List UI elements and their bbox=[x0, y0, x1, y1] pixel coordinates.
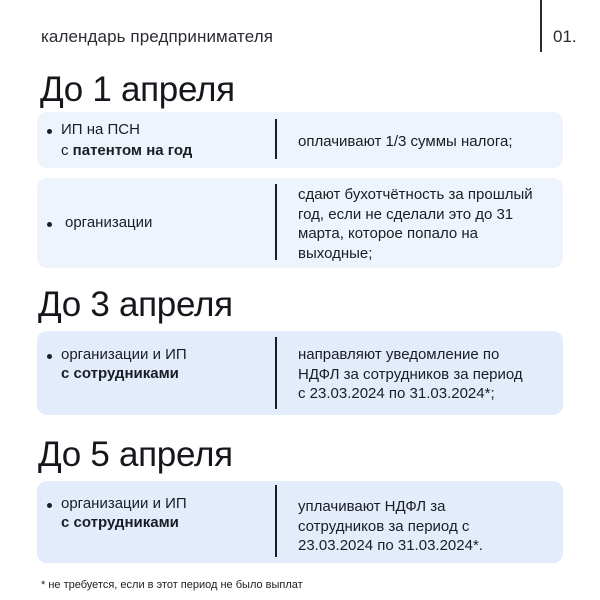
subject-line: организации bbox=[65, 214, 153, 231]
page-number: 01. bbox=[553, 27, 577, 46]
action-line: сотрудников за период с bbox=[298, 517, 470, 535]
column-divider bbox=[275, 184, 277, 260]
subject-line: ИП на ПСН bbox=[61, 121, 140, 138]
action-line: направляют уведомление по bbox=[298, 346, 500, 363]
action-text bbox=[298, 185, 548, 263]
section-heading-april-5: До 5 апреля bbox=[38, 435, 233, 474]
deadline-card bbox=[37, 331, 563, 415]
action-text: оплачивают 1/3 суммы налога; bbox=[298, 133, 513, 150]
bullet bbox=[47, 222, 52, 227]
section-heading-april-3: До 3 апреля bbox=[38, 285, 233, 324]
subject-line: организации и ИП bbox=[61, 495, 187, 512]
footnote: * не требуется, если в этот период не было выплат bbox=[41, 579, 303, 591]
subject-bold: патентом на год bbox=[72, 142, 193, 159]
column-divider bbox=[275, 119, 277, 159]
deadline-card bbox=[37, 178, 563, 268]
action-line: 23.03.2024 по 31.03.2024*. bbox=[298, 537, 483, 554]
bullet bbox=[47, 503, 52, 508]
subject-line bbox=[61, 364, 179, 384]
header-divider bbox=[540, 0, 542, 52]
column-divider bbox=[275, 485, 277, 557]
section-heading-april-1: До 1 апреля bbox=[40, 70, 235, 109]
action-line: уплачивают НДФЛ за bbox=[298, 498, 446, 515]
column-divider bbox=[275, 337, 277, 409]
subject-line bbox=[61, 141, 192, 161]
deadline-card bbox=[37, 481, 563, 563]
header-title: календарь предпринимателя bbox=[41, 27, 274, 46]
action-line: год, если не сделали это до 31 bbox=[298, 205, 514, 223]
action-line: марта, которое попало на bbox=[298, 225, 479, 242]
bullet bbox=[47, 129, 52, 134]
subject-line: организации и ИП bbox=[61, 346, 187, 363]
bullet bbox=[47, 354, 52, 359]
action-text bbox=[298, 497, 548, 556]
subject-prefix: с bbox=[61, 142, 73, 159]
action-line: выходные; bbox=[298, 244, 373, 262]
subject-bold: с сотрудниками bbox=[61, 514, 179, 531]
action-text bbox=[298, 345, 548, 404]
deadline-card bbox=[37, 112, 563, 168]
subject-line bbox=[61, 513, 179, 533]
action-line: с 23.03.2024 по 31.03.2024*; bbox=[298, 385, 495, 402]
action-line: НДФЛ за сотрудников за период bbox=[298, 365, 523, 383]
subject-bold: с сотрудниками bbox=[61, 365, 179, 382]
action-line: сдают бухотчётность за прошлый bbox=[298, 186, 533, 203]
